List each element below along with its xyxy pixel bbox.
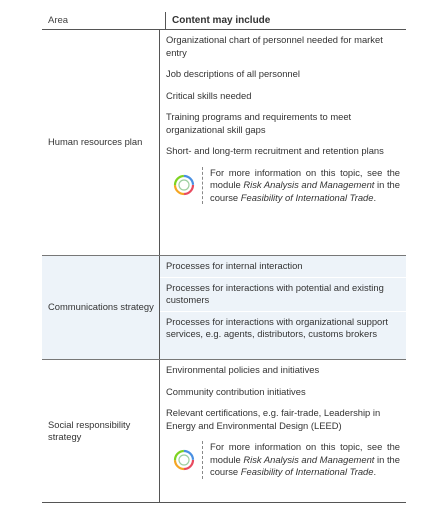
list-item: Relevant certifications, e.g. fair-trade, Leadership in Energy and Environmental Design (LEED): [166, 407, 381, 431]
list-item: Processes for interactions with organizational support services, e.g. agents, distributors, customs brokers: [166, 315, 388, 339]
section-human-resources: [42, 30, 406, 256]
list-item: Organizational chart of personnel needed for market entry: [166, 34, 383, 58]
list-item: Training programs and requirements to meet organizational skill gaps: [166, 111, 352, 135]
list-item: Critical skills needed: [166, 89, 252, 101]
module-link: Risk Analysis and Management: [243, 453, 375, 465]
note-text: For more information on this topic, see the module Risk Analysis and Management in the course Feasibility of International Trade.: [202, 167, 400, 205]
header-area: Area: [48, 15, 69, 26]
course-link: Feasibility of International Trade: [240, 466, 374, 477]
list-item: Processes for interactions with potential and existing customers: [166, 281, 384, 305]
info-note: [166, 167, 400, 205]
row-divider: [160, 277, 406, 278]
info-note: [166, 441, 400, 479]
header-content: Content may include: [165, 12, 406, 29]
list-item: Job descriptions of all personnel: [166, 68, 300, 79]
list-item: Short- and long-term recruitment and retention plans: [166, 145, 384, 156]
content-cell: [159, 30, 406, 255]
ring-logo-icon: [166, 173, 202, 197]
content-cell: [159, 360, 406, 502]
course-link: Feasibility of International Trade: [240, 191, 374, 203]
list-item: Processes for internal interaction: [166, 260, 303, 271]
module-link: Risk Analysis and Management: [243, 179, 375, 190]
row-divider: [160, 311, 406, 312]
area-label: Human resources plan: [48, 136, 143, 148]
area-label: Communications strategy: [48, 301, 154, 313]
list-item: Environmental policies and initiatives: [166, 364, 320, 375]
area-label: Social responsibility strategy: [48, 418, 131, 442]
list-item: Community contribution initiatives: [166, 385, 306, 397]
section-social-responsibility: [42, 360, 406, 503]
content-cell: [159, 256, 406, 359]
content-table: [42, 12, 406, 503]
ring-logo-icon: [166, 448, 202, 472]
section-communications: [42, 256, 406, 360]
note-text: For more information on this topic, see the module Risk Analysis and Management in the course Feasibility of International Trade.: [202, 441, 400, 479]
table-header: [42, 12, 406, 30]
